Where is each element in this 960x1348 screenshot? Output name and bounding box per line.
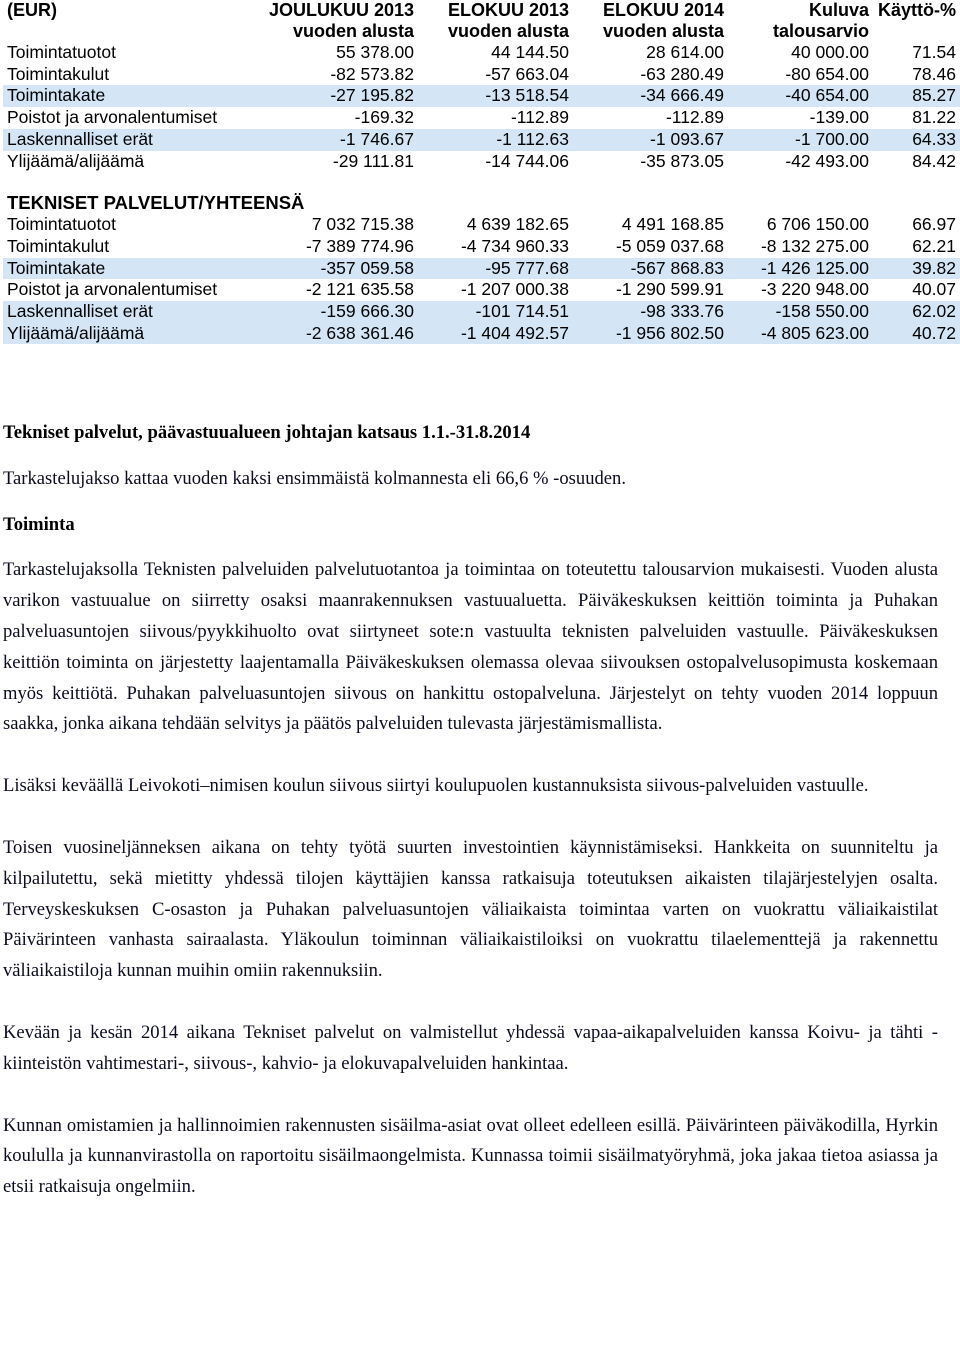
cell-value: -2 638 361.46 xyxy=(253,323,418,345)
table-row xyxy=(3,64,960,86)
paragraph: Toisen vuosineljänneksen aikana on tehty työtä suurten investointien käynnistämiseksi. Hankkeita on suunniteltu ja kilpailutettu, sekä mietitty yhdessä tilojen käyttäjien kanssa ratkaisuja toteutuksen aikaisten tilajärjestelyjen osalta. Terveyskeskuksen C-osaston ja Puhakan palveluasuntojen väliaikaista toimintaa varten on vuokrattu väliaikaistilat Päivärinteen vanhasta sairaalasta. Yläkoulun toiminnan väliaikaistiloiksi on vuokrattu tilaelementtejä ja rakennettu väliaikaistiloja kunnan muihin omiin rakennuksiin. xyxy=(3,836,938,982)
header-aug-2014: ELOKUU 2014 xyxy=(602,0,724,20)
cell-value: 55 378.00 xyxy=(336,42,414,62)
cell-value: 40.07 xyxy=(912,279,956,300)
row-label: Toimintatuotot xyxy=(7,214,116,235)
cell-value: -1 112.63 xyxy=(418,129,573,151)
cell-value: 40 000.00 xyxy=(791,42,869,62)
paragraph: Kevään ja kesän 2014 aikana Tekniset palvelut on valmistellut yhdessä vapaa-aikapalveluiden kanssa Koivu- ja tähti -kiinteistön vahtimestari-, siivous-, kahvio- ja elokuvapalveluiden hankintaa. xyxy=(3,1021,938,1074)
header-budget-sub: talousarvio xyxy=(772,21,869,41)
cell-value: -82 573.82 xyxy=(330,63,414,84)
row-label: Toimintakate xyxy=(3,85,253,107)
cell-value: 81.22 xyxy=(912,107,956,128)
paragraph: Tarkastelujaksolla Teknisten palveluiden palvelutuotantoa ja toimintaa on toteutettu talousarvion mukaisesti. Vuoden alusta varikon vastuualue on siirretty osaksi maanrakennuksen vastuualuetta. Päiväkeskuksen keittiön toiminta ja Puhakan palveluasuntojen siivous/pyykkihuolto ovat siirtyneet sote:n vastuulta teknisten palveluiden vastuulle. Päiväkeskuksen keittiön toiminta on järjestetty laajentamalla Päiväkeskuksen olemassa olevaa siivouksen ostopalvelusopimusta koskemaan myös keittiötä. Puhakan palveluasuntojen siivous on hankittu ostopalveluna. Järjestelyt on tehty vuoden 2014 loppuun saakka, jonka aikana tehdään selvitys ja päätös palveluiden tulevasta järjestämismallista. xyxy=(3,559,938,735)
cell-value: -158 550.00 xyxy=(728,301,873,323)
cell-value: -80 654.00 xyxy=(785,63,869,84)
row-label: Toimintakulut xyxy=(7,63,110,84)
table-row xyxy=(3,85,960,107)
header-dec-2013: JOULUKUU 2013 xyxy=(268,0,414,20)
cell-value: -169.32 xyxy=(354,107,414,128)
cell-value: -3 220 948.00 xyxy=(760,279,869,300)
cell-value: -159 666.30 xyxy=(253,301,418,323)
header-currency: (EUR) xyxy=(7,0,57,20)
row-label: Poistot ja arvonalentumiset xyxy=(7,107,218,128)
row-label: Ylijäämä/alijäämä xyxy=(7,150,145,171)
table-header-row xyxy=(3,0,960,21)
cell-value: -63 280.49 xyxy=(640,63,724,84)
table-row xyxy=(3,301,960,323)
cell-value: 85.27 xyxy=(873,85,960,107)
section-title: TEKNISET PALVELUT/YHTEENSÄ xyxy=(7,192,305,214)
paragraph: Kunnan omistamien ja hallinnoimien rakennusten sisäilma-asiat ovat olleet edelleen esillä. Päivärinteen päiväkodilla, Hyrkin koululla ja kunnanvirastolla on raportoitu sisäilmaongelmista. Kunnassa toimii sisäilmatyöryhmä, joka jakaa tietoa asiassa ja etsii ratkaisuja ongelmiin. xyxy=(3,1114,938,1198)
paragraph: Lisäksi keväällä Leivokoti–nimisen koulun siivous siirtyi koulupuolen kustannuksista siivous-palveluiden vastuulle. xyxy=(3,775,869,797)
cell-value: -7 389 774.96 xyxy=(305,235,414,256)
cell-value: -35 873.05 xyxy=(640,150,724,171)
cell-value: -1 700.00 xyxy=(728,129,873,151)
header-aug-2013-sub: vuoden alusta xyxy=(447,21,569,41)
row-label: Toimintakate xyxy=(3,258,253,280)
row-label: Toimintatuotot xyxy=(7,42,116,62)
cell-value: -4 734 960.33 xyxy=(460,235,569,256)
table-row xyxy=(3,151,960,173)
table-row xyxy=(3,107,960,129)
cell-value: -34 666.49 xyxy=(573,85,728,107)
cell-value: 4 639 182.65 xyxy=(466,214,569,235)
cell-value: -1 207 000.38 xyxy=(460,279,569,300)
cell-value: 28 614.00 xyxy=(646,42,724,62)
table-row xyxy=(3,323,960,345)
cell-value: 71.54 xyxy=(912,42,956,62)
header-currency-sub xyxy=(3,21,253,42)
cell-value: -112.89 xyxy=(665,107,724,128)
cell-value: 4 491 168.85 xyxy=(621,214,724,235)
cell-value: 7 032 715.38 xyxy=(311,214,414,235)
cell-value: -40 654.00 xyxy=(728,85,873,107)
cell-value: 84.42 xyxy=(912,150,956,171)
cell-value: 6 706 150.00 xyxy=(766,214,869,235)
cell-value: -8 132 275.00 xyxy=(760,235,869,256)
cell-value: -42 493.00 xyxy=(785,150,869,171)
header-usage-pct-sub xyxy=(873,21,960,42)
cell-value: -4 805 623.00 xyxy=(728,323,873,345)
cell-value: 44 144.50 xyxy=(491,42,569,62)
cell-value: 66.97 xyxy=(912,214,956,235)
header-aug-2014-sub: vuoden alusta xyxy=(602,21,724,41)
cell-value: -13 518.54 xyxy=(418,85,573,107)
cell-value: -57 663.04 xyxy=(485,63,569,84)
section-heading: Toiminta xyxy=(3,513,75,535)
row-label: Poistot ja arvonalentumiset xyxy=(7,279,218,300)
cell-value: 39.82 xyxy=(873,258,960,280)
table-row xyxy=(3,214,960,236)
financial-table xyxy=(3,0,960,344)
table-row xyxy=(3,42,960,64)
row-label: Ylijäämä/alijäämä xyxy=(3,323,253,345)
cell-value: 64.33 xyxy=(873,129,960,151)
report-intro: Tarkastelujakso kattaa vuoden kaksi ensimmäistä kolmannesta eli 66,6 % -osuuden. xyxy=(3,467,626,489)
cell-value: -29 111.81 xyxy=(332,150,414,171)
cell-value: -14 744.06 xyxy=(485,150,569,171)
header-budget: Kuluva xyxy=(808,0,869,20)
cell-value: -101 714.51 xyxy=(418,301,573,323)
cell-value: -2 121 635.58 xyxy=(305,279,414,300)
table-row xyxy=(3,279,960,301)
cell-value: -1 956 802.50 xyxy=(573,323,728,345)
cell-value: -1 426 125.00 xyxy=(728,258,873,280)
cell-value: -1 290 599.91 xyxy=(615,279,724,300)
table-header-row-2 xyxy=(3,21,960,42)
cell-value: 62.21 xyxy=(912,235,956,256)
header-aug-2013: ELOKUU 2013 xyxy=(447,0,569,20)
report-title: Tekniset palvelut, päävastuualueen johtajan katsaus 1.1.-31.8.2014 xyxy=(3,422,531,443)
report-body xyxy=(3,418,938,1203)
section-title-row xyxy=(3,192,960,214)
table-row xyxy=(3,129,960,151)
cell-value: -95 777.68 xyxy=(418,258,573,280)
cell-value: -1 093.67 xyxy=(573,129,728,151)
cell-value: -27 195.82 xyxy=(253,85,418,107)
header-usage-pct: Käyttö-% xyxy=(877,0,956,20)
cell-value: -98 333.76 xyxy=(573,301,728,323)
header-dec-2013-sub: vuoden alusta xyxy=(292,21,414,41)
cell-value: -139.00 xyxy=(809,107,869,128)
table-row xyxy=(3,258,960,280)
cell-value: 40.72 xyxy=(873,323,960,345)
cell-value: -357 059.58 xyxy=(253,258,418,280)
table-row xyxy=(3,236,960,258)
cell-value: -1 404 492.57 xyxy=(418,323,573,345)
table-spacer xyxy=(3,172,960,192)
row-label: Laskennalliset erät xyxy=(3,301,253,323)
row-label: Laskennalliset erät xyxy=(3,129,253,151)
row-label: Toimintakulut xyxy=(7,235,110,256)
cell-value: 62.02 xyxy=(873,301,960,323)
cell-value: -567 868.83 xyxy=(573,258,728,280)
cell-value: -5 059 037.68 xyxy=(615,235,724,256)
cell-value: -1 746.67 xyxy=(253,129,418,151)
cell-value: 78.46 xyxy=(912,63,956,84)
cell-value: -112.89 xyxy=(510,107,569,128)
